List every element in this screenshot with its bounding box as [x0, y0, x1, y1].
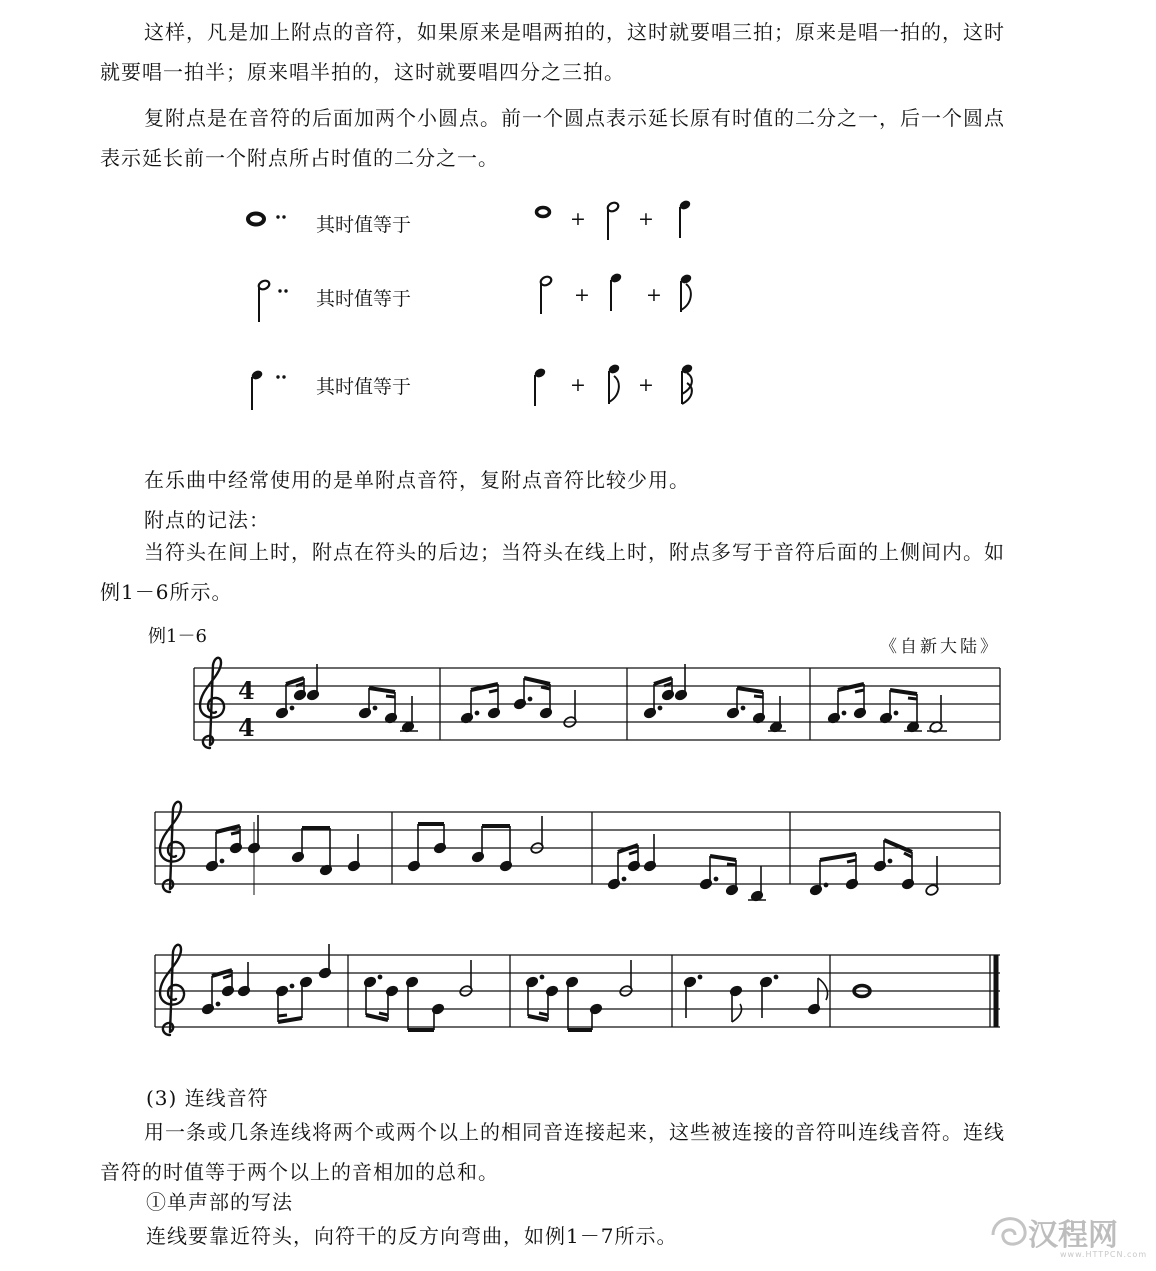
treble-clef-icon — [160, 945, 184, 1035]
plus-sign: + — [574, 284, 590, 306]
staff-system-1 — [194, 668, 1000, 740]
paragraph-tied-notes: 用一条或几条连线将两个或两个以上的相同音连接起来，这些被连接的音符叫连线音符。连线音符的时值等于两个以上的音相加的总和。 — [100, 1120, 1005, 1184]
quarter-note — [533, 367, 546, 406]
plus-sign: + — [570, 208, 586, 230]
notes-system-1 — [275, 664, 947, 734]
note-value-equivalences — [0, 0, 1156, 440]
paragraph-single-voice: 连线要靠近符头，向符干的反方向弯曲，如例1－7所示。 — [146, 1224, 678, 1248]
notes-system-2 — [205, 815, 939, 902]
time-signature-top: 4 — [238, 676, 255, 705]
equivalence-text-1: 其时值等于 — [316, 214, 412, 236]
quarter-note — [678, 199, 691, 238]
time-signature-bottom: 4 — [238, 713, 255, 742]
eighth-note — [607, 363, 620, 404]
staff-system-2 — [155, 812, 1000, 884]
double-dotted-quarter-note — [250, 369, 285, 410]
paragraph-usage: 在乐曲中经常使用的是单附点音符，复附点音符比较少用。 — [144, 468, 690, 492]
example-label: 例1－6 — [148, 626, 207, 647]
section-heading-tied-notes: (3) 连线音符 — [146, 1086, 269, 1110]
whole-note — [537, 208, 550, 217]
subheading-single-voice: ①单声部的写法 — [146, 1190, 293, 1214]
notes-system-3 — [201, 944, 870, 1030]
double-dotted-half-note — [257, 279, 287, 322]
treble-clef-icon — [160, 802, 184, 892]
paragraph-dot-notation-heading: 附点的记法： — [144, 508, 270, 532]
equivalence-text-2: 其时值等于 — [316, 288, 412, 310]
quarter-note — [609, 272, 622, 311]
plus-sign: + — [638, 208, 654, 230]
example-source: 《自新大陆》 — [880, 637, 1000, 657]
half-note — [606, 201, 619, 240]
staff-system-3 — [155, 955, 1000, 1027]
watermark-url: www.HTTPCN.com — [1060, 1250, 1148, 1259]
treble-clef-icon — [200, 658, 224, 748]
half-note — [539, 275, 552, 314]
double-dotted-whole-note — [248, 214, 286, 225]
sixteenth-note — [680, 363, 693, 404]
paragraph-dotted-notes: 这样，凡是加上附点的音符，如果原来是唱两拍的，这时就要唱三拍；原来是唱一拍的，这时就要唱一拍半；原来唱半拍的，这时就要唱四分之三拍。 — [100, 20, 1005, 84]
equivalence-text-3: 其时值等于 — [316, 376, 412, 398]
plus-sign: + — [646, 284, 662, 306]
eighth-note — [679, 273, 692, 312]
watermark-text: 汉程网 — [1028, 1218, 1118, 1253]
paragraph-double-dotted: 复附点是在音符的后面加两个小圆点。前一个圆点表示延长原有时值的二分之一，后一个圆点表示延长前一个附点所占时值的二分之一。 — [100, 106, 1005, 170]
plus-sign: + — [570, 374, 586, 396]
plus-sign: + — [638, 374, 654, 396]
paragraph-dot-notation: 当符头在间上时，附点在符头的后边；当符头在线上时，附点多写于音符后面的上侧间内。如例1－6所示。 — [100, 540, 1005, 604]
